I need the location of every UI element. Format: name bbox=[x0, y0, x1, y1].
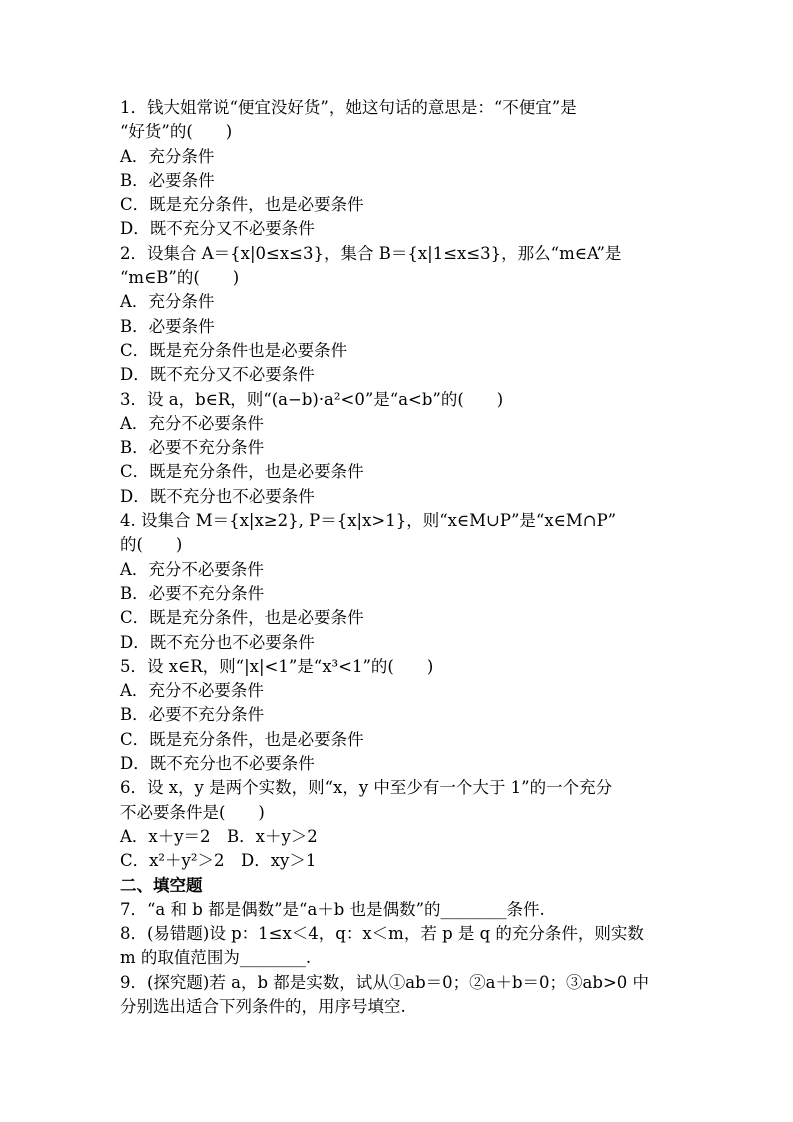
q5-stem: 5．设 x∈R，则“|x|<1”是“x³<1”的( ) bbox=[120, 656, 434, 676]
q1-stem-line-2: “好货”的( ) bbox=[120, 122, 233, 142]
q2-option-a: A．充分条件 bbox=[120, 292, 215, 312]
q3-stem: 3．设 a，b∈R，则“(a−b)·a²<0”是“a<b”的( ) bbox=[120, 389, 504, 409]
q2-stem-line-2: “m∈B”的( ) bbox=[120, 268, 240, 288]
q4-option-d: D．既不充分也不必要条件 bbox=[120, 632, 315, 652]
q9-stem-line-1: 9．(探究题)若 a，b 都是实数，试从①ab＝0；②a＋b＝0；③ab>0 中 bbox=[120, 972, 650, 992]
q4-option-a: A．充分不必要条件 bbox=[120, 559, 264, 579]
q6-stem-line-1: 6．设 x，y 是两个实数，则“x，y 中至少有一个大于 1”的一个充分 bbox=[120, 778, 613, 798]
q2-option-c: C．既是充分条件也是必要条件 bbox=[120, 340, 348, 360]
q2-option-b: B．必要条件 bbox=[120, 316, 215, 336]
q6-stem-line-2: 不必要条件是( ) bbox=[120, 802, 265, 822]
q6-options-cd: C．x²＋y²＞2 D．xy＞1 bbox=[120, 851, 317, 871]
q8-stem-line-2: m 的取值范围为________. bbox=[120, 948, 312, 968]
q2-option-d: D．既不充分又不必要条件 bbox=[120, 365, 315, 385]
q6-options-ab: A．x＋y＝2 B．x＋y＞2 bbox=[120, 826, 318, 846]
q4-stem-line-2: 的( ) bbox=[120, 535, 183, 555]
q1-option-c: C．既是充分条件，也是必要条件 bbox=[120, 195, 364, 215]
q3-option-b: B．必要不充分条件 bbox=[120, 438, 265, 458]
q4-option-c: C．既是充分条件，也是必要条件 bbox=[120, 608, 364, 628]
section-heading-fill-in: 二、填空题 bbox=[120, 875, 203, 895]
q1-option-b: B．必要条件 bbox=[120, 170, 215, 190]
q3-option-c: C．既是充分条件，也是必要条件 bbox=[120, 462, 364, 482]
q5-option-d: D．既不充分也不必要条件 bbox=[120, 754, 315, 774]
q9-stem-line-2: 分别选出适合下列条件的，用序号填空. bbox=[120, 996, 406, 1016]
q1-stem-line-1: 1．钱大姐常说“便宜没好货”，她这句话的意思是：“不便宜”是 bbox=[120, 98, 577, 117]
q4-stem-line-1: 4. 设集合 M＝{x|x≥2}, P＝{x|x>1}，则“x∈M∪P”是“x∈M∩P” bbox=[120, 511, 617, 531]
q5-option-c: C．既是充分条件，也是必要条件 bbox=[120, 729, 364, 749]
q4-option-b: B．必要不充分条件 bbox=[120, 583, 265, 603]
q8-stem-line-1: 8．(易错题)设 p：1≤x＜4，q：x＜m，若 p 是 q 的充分条件，则实数 bbox=[120, 924, 644, 944]
q1-option-a: A．充分条件 bbox=[120, 146, 215, 166]
q2-stem-line-1: 2．设集合 A＝{x|0≤x≤3}，集合 B＝{x|1≤x≤3}，那么“m∈A”是 bbox=[120, 243, 622, 263]
q1-option-d: D．既不充分又不必要条件 bbox=[120, 219, 315, 239]
q3-option-d: D．既不充分也不必要条件 bbox=[120, 486, 315, 506]
q5-option-a: A．充分不必要条件 bbox=[120, 681, 264, 701]
q3-option-a: A．充分不必要条件 bbox=[120, 413, 264, 433]
q5-option-b: B．必要不充分条件 bbox=[120, 705, 265, 725]
q7-stem: 7．“a 和 b 都是偶数”是“a＋b 也是偶数”的________条件. bbox=[120, 899, 545, 919]
